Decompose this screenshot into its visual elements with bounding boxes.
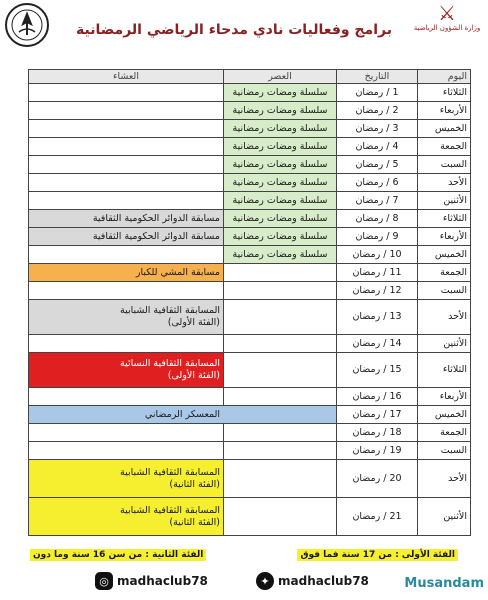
isha-sub: (الفئة الأولى) <box>167 370 220 381</box>
date-cell: 17 / رمضان <box>337 406 418 424</box>
date-cell: 2 / رمضان <box>337 102 418 120</box>
table-row <box>29 210 471 228</box>
day-cell: الأحد <box>418 460 471 498</box>
date-cell: 4 / رمضان <box>337 138 418 156</box>
ministry-name: وزارة الشؤون الرياضية <box>413 24 481 32</box>
day-cell: الخميس <box>418 406 471 424</box>
isha-cell <box>29 300 224 335</box>
musandam-watermark: Musandam <box>404 576 484 591</box>
date-cell: 18 / رمضان <box>337 424 418 442</box>
isha-cell <box>29 192 224 210</box>
camp-cell: المعسكر الرمضاني <box>29 406 337 424</box>
day-cell: الأثنين <box>418 192 471 210</box>
date-cell: 20 / رمضان <box>337 460 418 498</box>
isha-cell <box>29 246 224 264</box>
isha-sub: (الفئة الثانية) <box>169 478 220 490</box>
day-cell: الأثنين <box>418 498 471 536</box>
header-asr: العصر <box>224 70 337 84</box>
day-cell: الخميس <box>418 246 471 264</box>
date-cell: 5 / رمضان <box>337 156 418 174</box>
day-cell: الثلاثاء <box>418 210 471 228</box>
instagram-label: madhaclub78 <box>117 574 208 588</box>
asr-cell: سلسلة ومضات رمضانية <box>224 246 337 264</box>
header-isha: العشاء <box>29 70 224 84</box>
twitter-handle[interactable] <box>256 572 369 590</box>
category-one-note: الفئة الأولى : من 17 سنة فما فوق <box>297 549 458 561</box>
date-cell: 15 / رمضان <box>337 353 418 388</box>
day-cell: الجمعة <box>418 264 471 282</box>
asr-cell: سلسلة ومضات رمضانية <box>224 174 337 192</box>
khanjar-emblem-icon: ⚔ <box>438 1 456 25</box>
table-row <box>29 156 471 174</box>
table-row <box>29 335 471 353</box>
date-cell: 6 / رمضان <box>337 174 418 192</box>
asr-cell <box>224 264 337 282</box>
isha-cell <box>29 388 224 406</box>
table-row <box>29 246 471 264</box>
asr-cell <box>224 300 337 335</box>
date-cell: 11 / رمضان <box>337 264 418 282</box>
asr-cell <box>224 353 337 388</box>
instagram-handle[interactable] <box>95 572 208 590</box>
day-cell: الأربعاء <box>418 388 471 406</box>
club-logo <box>4 2 50 48</box>
asr-cell: سلسلة ومضات رمضانية <box>224 102 337 120</box>
day-cell: الأثنين <box>418 335 471 353</box>
day-cell: الثلاثاء <box>418 353 471 388</box>
isha-cell <box>29 120 224 138</box>
twitter-icon: ✦ <box>256 572 274 590</box>
date-cell: 19 / رمضان <box>337 442 418 460</box>
asr-cell: سلسلة ومضات رمضانية <box>224 156 337 174</box>
day-cell: السبت <box>418 442 471 460</box>
isha-title: المسابقة الثقافية الشبابية <box>120 305 220 316</box>
asr-cell <box>224 424 337 442</box>
page-title: برامج وفعاليات نادي مدحاء الرياضي الرمضانية <box>76 22 392 38</box>
table-row <box>29 120 471 138</box>
date-cell: 9 / رمضان <box>337 228 418 246</box>
asr-cell <box>224 282 337 300</box>
asr-cell: سلسلة ومضات رمضانية <box>224 138 337 156</box>
day-cell: الجمعة <box>418 424 471 442</box>
table-row <box>29 388 471 406</box>
table-row <box>29 228 471 246</box>
date-cell: 14 / رمضان <box>337 335 418 353</box>
asr-cell <box>224 335 337 353</box>
table-row <box>29 300 471 335</box>
table-row <box>29 406 471 424</box>
isha-cell <box>29 102 224 120</box>
date-cell: 8 / رمضان <box>337 210 418 228</box>
date-cell: 7 / رمضان <box>337 192 418 210</box>
ministry-logo <box>412 2 482 50</box>
table-row <box>29 282 471 300</box>
isha-cell <box>29 84 224 102</box>
day-cell: الأحد <box>418 174 471 192</box>
isha-cell <box>29 282 224 300</box>
isha-cell: مسابقة الدوائر الحكومية الثقافية <box>29 228 224 246</box>
date-cell: 21 / رمضان <box>337 498 418 536</box>
date-cell: 3 / رمضان <box>337 120 418 138</box>
isha-cell <box>29 424 224 442</box>
isha-cell <box>29 460 224 498</box>
date-cell: 1 / رمضان <box>337 84 418 102</box>
day-cell: السبت <box>418 282 471 300</box>
date-cell: 10 / رمضان <box>337 246 418 264</box>
date-cell: 13 / رمضان <box>337 300 418 335</box>
isha-sub: (الفئة الثانية) <box>169 516 220 528</box>
isha-cell: مسابقة الدوائر الحكومية الثقافية <box>29 210 224 228</box>
date-cell: 16 / رمضان <box>337 388 418 406</box>
isha-title: المسابقة الثقافية الشبابية <box>120 504 220 516</box>
table-row <box>29 84 471 102</box>
table-row <box>29 498 471 536</box>
table-row <box>29 192 471 210</box>
day-cell: الأحد <box>418 300 471 335</box>
table-row <box>29 442 471 460</box>
schedule-table <box>28 69 471 536</box>
header-date: التاريخ <box>337 70 418 84</box>
isha-sub: (الفئة الأولى) <box>167 317 220 328</box>
isha-cell <box>29 138 224 156</box>
day-cell: الثلاثاء <box>418 84 471 102</box>
asr-cell <box>224 442 337 460</box>
date-cell: 12 / رمضان <box>337 282 418 300</box>
asr-cell: سلسلة ومضات رمضانية <box>224 192 337 210</box>
day-cell: الأربعاء <box>418 102 471 120</box>
isha-cell <box>29 174 224 192</box>
day-cell: الأربعاء <box>418 228 471 246</box>
category-two-note: الفئة الثانية : من سن 16 سنة وما دون <box>30 549 206 561</box>
table-header-row <box>29 70 471 84</box>
isha-cell <box>29 156 224 174</box>
isha-title: المسابقة الثقافية الشبابية <box>120 466 220 478</box>
isha-cell: مسابقة المشي للكبار <box>29 264 224 282</box>
asr-cell: سلسلة ومضات رمضانية <box>224 228 337 246</box>
day-cell: السبت <box>418 156 471 174</box>
isha-title: المسابقة الثقافية النسائية <box>120 358 220 369</box>
table-row <box>29 174 471 192</box>
table-row <box>29 138 471 156</box>
isha-cell <box>29 498 224 536</box>
table-row <box>29 353 471 388</box>
table-row <box>29 102 471 120</box>
asr-cell: سلسلة ومضات رمضانية <box>224 210 337 228</box>
day-cell: الخميس <box>418 120 471 138</box>
asr-cell <box>224 498 337 536</box>
asr-cell <box>224 460 337 498</box>
table-row <box>29 424 471 442</box>
asr-cell: سلسلة ومضات رمضانية <box>224 84 337 102</box>
isha-cell <box>29 335 224 353</box>
header-day: اليوم <box>418 70 471 84</box>
isha-cell <box>29 442 224 460</box>
day-cell: الجمعة <box>418 138 471 156</box>
table-row <box>29 264 471 282</box>
twitter-label: madhaclub78 <box>278 574 369 588</box>
asr-cell <box>224 388 337 406</box>
isha-cell <box>29 353 224 388</box>
asr-cell: سلسلة ومضات رمضانية <box>224 120 337 138</box>
instagram-icon: ◎ <box>95 572 113 590</box>
table-row <box>29 460 471 498</box>
